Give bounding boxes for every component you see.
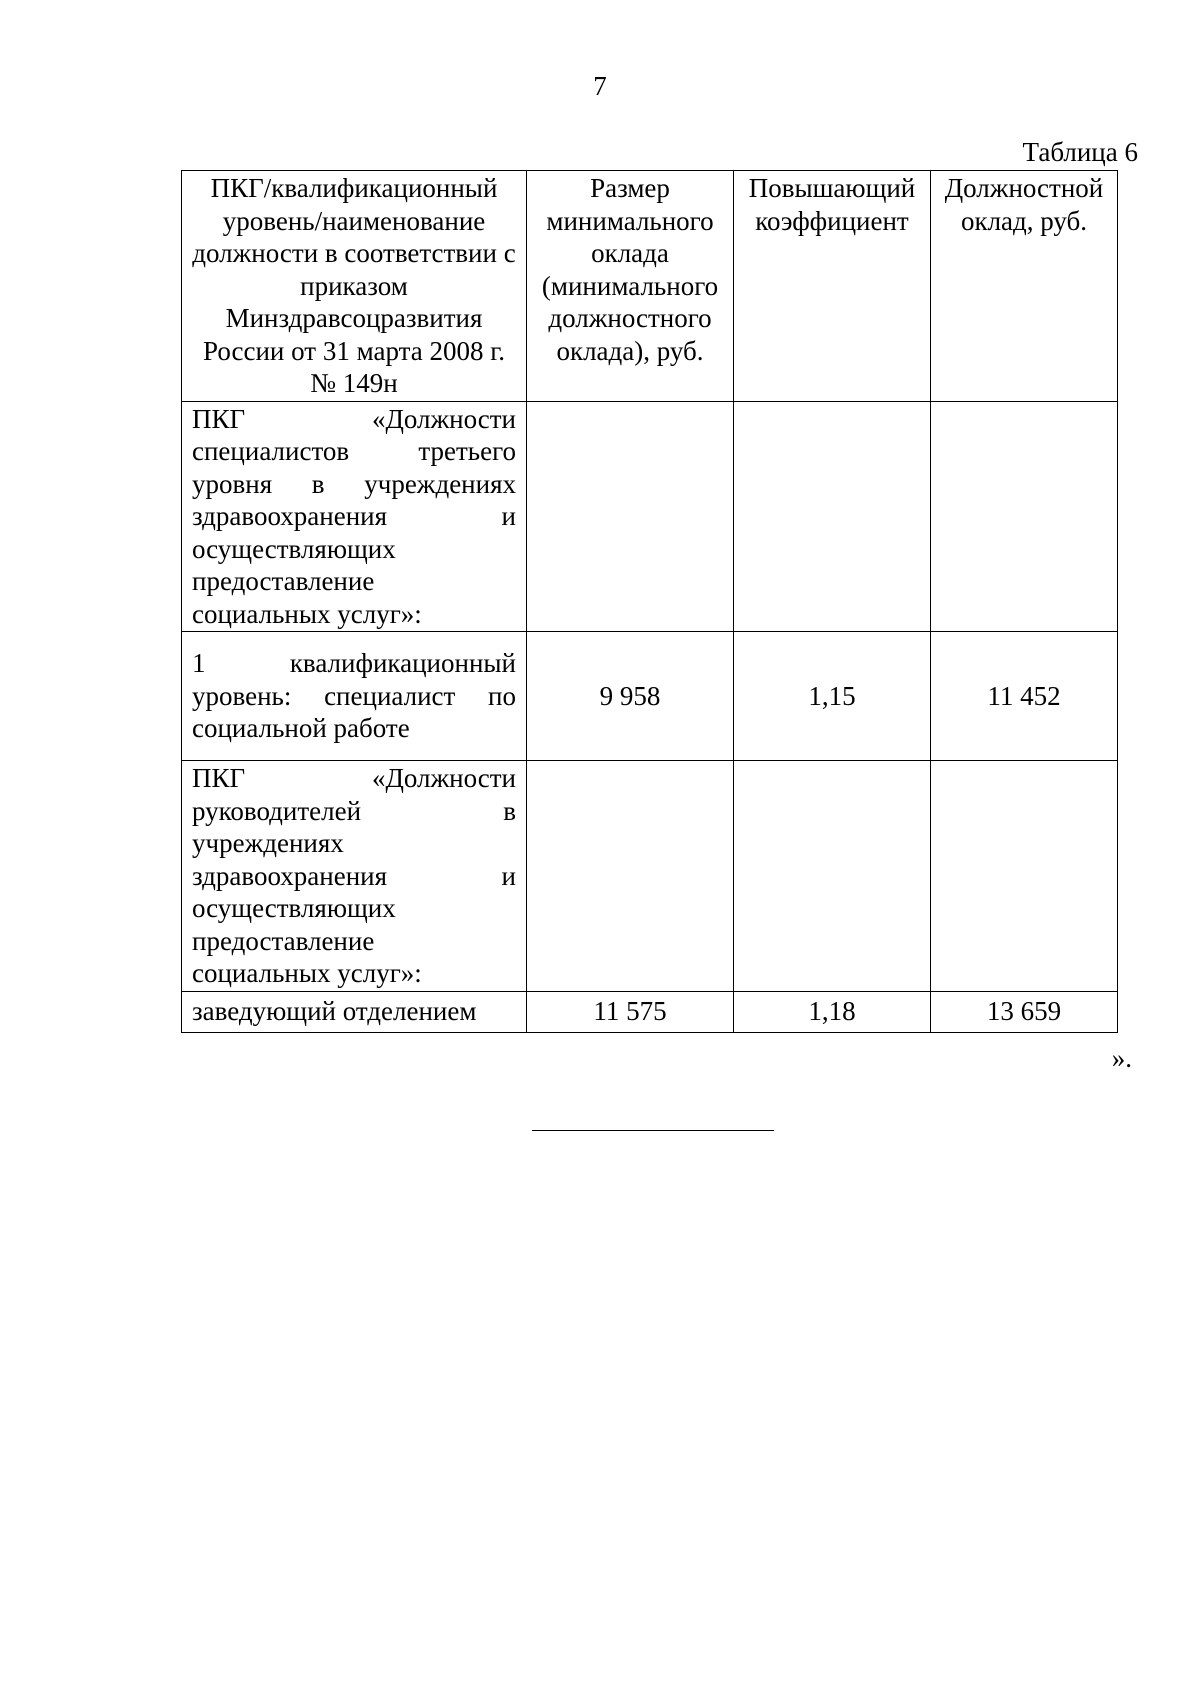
salary-cell: 13 659	[931, 991, 1118, 1032]
header-position: ПКГ/квалификационный уровень/наименование должности в соответствии с приказом Минздравсоцразвития России от 31 марта 2008 г. № 149н	[182, 171, 527, 402]
end-divider	[532, 1130, 774, 1131]
table-row	[182, 761, 1118, 992]
salary-cell	[931, 401, 1118, 632]
table-row	[182, 401, 1118, 632]
table-row	[182, 632, 1118, 761]
coefficient-cell	[734, 761, 931, 992]
closing-quote: ».	[1111, 1043, 1132, 1073]
coefficient-cell	[734, 401, 931, 632]
table-header-row	[182, 171, 1118, 402]
coefficient-cell: 1,18	[734, 991, 931, 1032]
salary-cell: 11 452	[931, 632, 1118, 761]
min-salary-cell: 11 575	[527, 991, 734, 1032]
position-cell: ПКГ «Должности руководителей в учреждениях здравоохранения и осуществляющих предоставление социальных услуг»:	[182, 761, 527, 992]
position-cell: ПКГ «Должности специалистов третьего уровня в учреждениях здравоохранения и осуществляющих предоставление социальных услуг»:	[182, 401, 527, 632]
salary-table	[181, 170, 1118, 1033]
header-salary: Должностной оклад, руб.	[931, 171, 1118, 402]
header-min-salary: Размер минимального оклада (минимального должностного оклада), руб.	[527, 171, 734, 402]
position-cell: 1 квалификационный уровень: специалист по социальной работе	[182, 632, 527, 761]
page-number: 7	[593, 71, 607, 101]
header-coefficient: Повышающий коэффициент	[734, 171, 931, 402]
salary-cell	[931, 761, 1118, 992]
coefficient-cell: 1,15	[734, 632, 931, 761]
position-cell: заведующий отделением	[182, 991, 527, 1032]
table-caption: Таблица 6	[1022, 137, 1138, 167]
min-salary-cell: 9 958	[527, 632, 734, 761]
min-salary-cell	[527, 401, 734, 632]
table-row	[182, 991, 1118, 1032]
min-salary-cell	[527, 761, 734, 992]
